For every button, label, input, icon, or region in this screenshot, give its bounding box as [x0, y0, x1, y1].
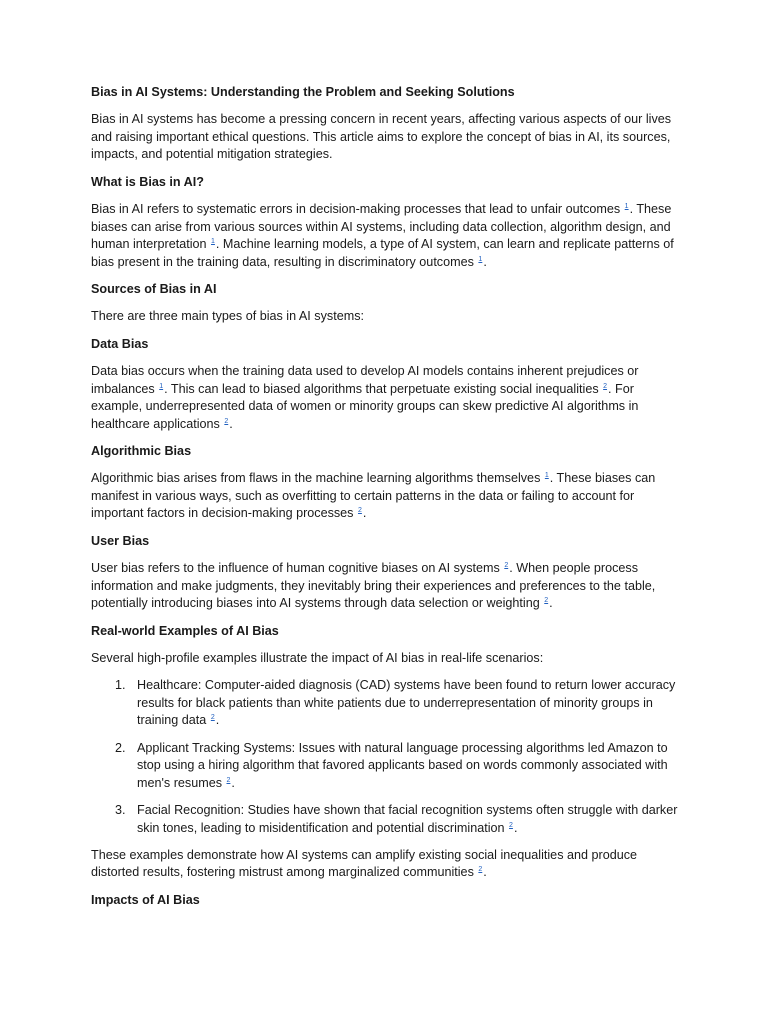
- examples-conclusion-paragraph: [91, 847, 681, 882]
- list-item-number: 2.: [115, 740, 126, 755]
- intro-paragraph: Bias in AI systems has become a pressing concern in recent years, affecting various aspects of our lives and raising important ethical questions. This article aims to explore the concept of bias in AI, its sources, impacts, and potential mitigation strategies.: [91, 112, 672, 162]
- heading-what-is-bias: What is Bias in AI?: [91, 174, 204, 189]
- citation-link[interactable]: 1: [478, 255, 483, 263]
- heading-algorithmic-bias: Algorithmic Bias: [91, 444, 192, 458]
- text-run: . This can lead to biased algorithms that perpetuate existing social inequalities: [164, 381, 603, 396]
- algorithmic-bias-paragraph: [91, 470, 681, 523]
- list-item-text: Applicant Tracking Systems: Issues with natural language processing algorithms led Amazon to stop using a hiring algorithm that favored applicants based on words commonly associated with men's resumes: [137, 740, 668, 790]
- article-title: Bias in AI Systems: Understanding the Problem and Seeking Solutions: [91, 85, 515, 99]
- list-item-text: Healthcare: Computer-aided diagnosis (CAD) systems have been found to return lower accuracy results for black patients than white patients due to underrepresentation of minority groups in training data: [137, 678, 676, 728]
- text-run: .: [549, 596, 553, 611]
- text-run: . These biases can arise from various sources within AI systems, including data collection, algorithm design, and human interpretation: [91, 202, 672, 252]
- heading-real-world-examples: Real-world Examples of AI Bias: [91, 623, 279, 638]
- citation-link[interactable]: 2: [224, 417, 229, 425]
- document-page: [91, 84, 681, 919]
- text-run: .: [483, 865, 487, 880]
- citation-link[interactable]: 2: [478, 866, 483, 874]
- text-run: These examples demonstrate how AI systems can amplify existing social inequalities and produce distorted results, fostering mistrust among marginalized communities: [91, 847, 638, 880]
- text-run: Bias in AI refers to systematic errors in decision-making processes that lead to unfair outcomes: [91, 202, 624, 217]
- text-run: .: [483, 254, 487, 269]
- text-run: .: [513, 820, 518, 835]
- data-bias-paragraph: [91, 363, 681, 433]
- text-run: . For example, underrepresented data of women or minority groups can skew predictive AI algorithms in healthcare applications: [91, 381, 639, 431]
- citation-link[interactable]: 2: [504, 562, 509, 570]
- citation-link[interactable]: 1: [159, 382, 164, 390]
- heading-impacts-of-bias: Impacts of AI Bias: [91, 892, 200, 907]
- heading-data-bias: Data Bias: [91, 336, 149, 351]
- list-item: [91, 740, 681, 793]
- citation-link[interactable]: 2: [603, 382, 608, 390]
- text-run: . Machine learning models, a type of AI system, can learn and replicate patterns of bias present in the training data, resulting in discriminatory outcomes: [91, 237, 674, 269]
- user-bias-paragraph: [91, 560, 681, 613]
- text-run: .: [231, 775, 235, 790]
- citation-link[interactable]: 1: [211, 238, 215, 246]
- heading-sources-of-bias: Sources of Bias in AI: [91, 282, 217, 297]
- list-item: [91, 677, 681, 730]
- list-item-number: 3.: [115, 803, 126, 817]
- text-run: .: [229, 416, 233, 431]
- citation-link[interactable]: 2: [544, 597, 549, 605]
- citation-link[interactable]: 1: [624, 203, 629, 211]
- citation-link[interactable]: 2: [210, 714, 215, 722]
- list-item: [91, 802, 681, 837]
- sources-intro-paragraph: There are three main types of bias in AI systems:: [91, 309, 364, 324]
- citation-link[interactable]: 2: [226, 776, 231, 784]
- text-run: Data bias occurs when the training data used to develop AI models contains inherent prejudices or imbalances: [91, 363, 639, 396]
- heading-user-bias: User Bias: [91, 533, 150, 548]
- text-run: Algorithmic bias arises from flaws in the machine learning algorithms themselves: [91, 471, 544, 486]
- text-run: . When people process information and make judgments, they inevitably bring their experiences and preferences to the table, potentially introducing biases into AI systems through data selection or weighting: [91, 561, 656, 611]
- examples-intro-paragraph: Several high-profile examples illustrate the impact of AI bias in real-life scenarios:: [91, 650, 544, 665]
- citation-link[interactable]: 2: [357, 507, 362, 515]
- text-run: .: [215, 713, 220, 728]
- citation-link[interactable]: 1: [544, 472, 549, 480]
- examples-list: [91, 677, 681, 837]
- what-is-bias-paragraph: [91, 201, 681, 271]
- citation-link[interactable]: 2: [509, 821, 513, 829]
- text-run: .: [362, 506, 367, 521]
- text-run: . These biases can manifest in various ways, such as overfitting to certain patterns in the data or failing to account for important factors in decision-making processes: [91, 471, 656, 521]
- list-item-text: Facial Recognition: Studies have shown that facial recognition systems often struggle with darker skin tones, leading to misidentification and potential discrimination: [137, 803, 678, 835]
- list-item-number: 1.: [115, 678, 126, 693]
- text-run: User bias refers to the influence of human cognitive biases on AI systems: [91, 561, 504, 576]
